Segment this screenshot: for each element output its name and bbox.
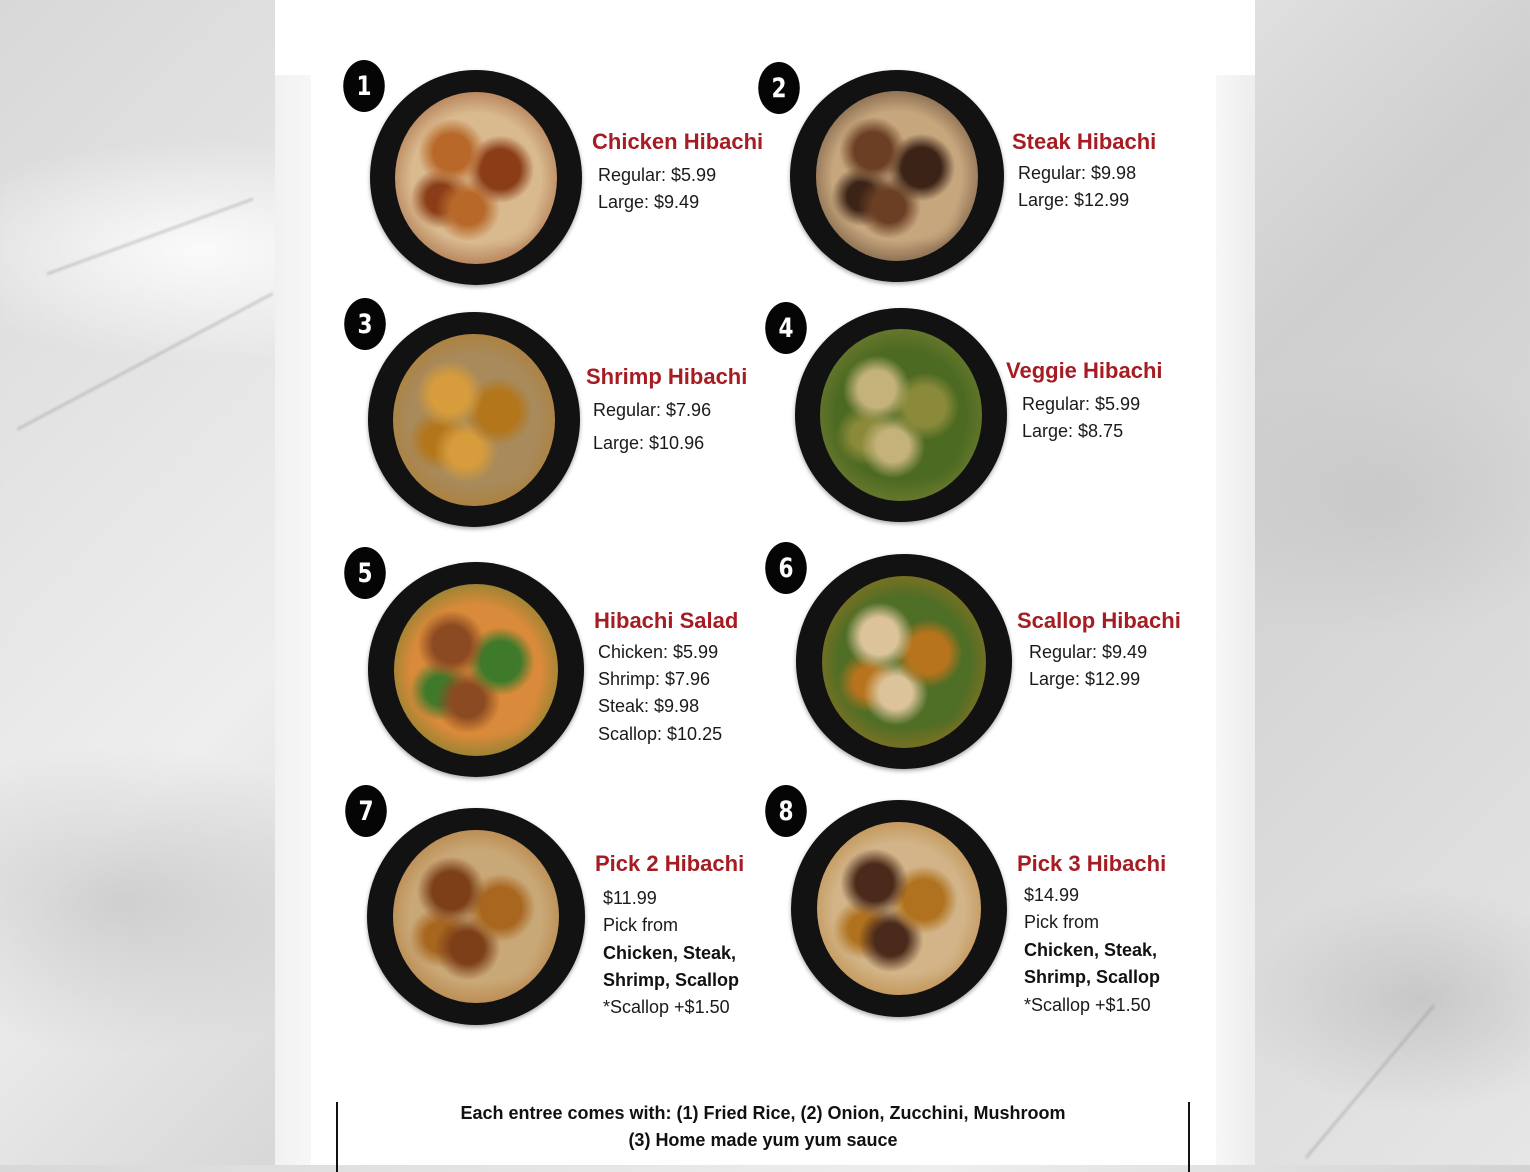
price-line: Large: $8.75 — [1022, 421, 1124, 441]
dish-photo — [370, 70, 582, 285]
price-line: Regular: $5.99 — [1022, 394, 1141, 414]
page-margin-left — [275, 75, 311, 1165]
dish-food — [393, 334, 554, 506]
dish-food — [822, 576, 986, 748]
item-number-badge: 8 — [765, 785, 807, 837]
item-title: Shrimp Hibachi — [586, 364, 748, 389]
pick-from-label: Pick from — [1024, 912, 1100, 932]
dish-photo — [796, 554, 1012, 769]
price-line: $11.99 — [603, 888, 657, 908]
entree-includes-line-2: (3) Home made yum yum sauce — [628, 1130, 898, 1150]
dish-photo — [367, 808, 585, 1025]
price-line: Regular: $9.98 — [1018, 163, 1137, 183]
dish-photo — [791, 800, 1007, 1017]
marble-vein — [46, 197, 254, 275]
item-number-badge: 3 — [344, 298, 386, 350]
price-line: Large: $12.99 — [1029, 669, 1141, 689]
scallop-note: *Scallop +$1.50 — [1024, 995, 1151, 1015]
pick-options: Chicken, Steak, — [1024, 940, 1158, 960]
price-line: Steak: $9.98 — [598, 696, 700, 716]
item-title: Scallop Hibachi — [1017, 608, 1181, 633]
price-line: Regular: $5.99 — [598, 165, 717, 185]
price-line: Large: $10.96 — [593, 433, 705, 453]
price-line: Chicken: $5.99 — [598, 642, 719, 662]
pick-from-label: Pick from — [603, 915, 679, 935]
dish-food — [816, 91, 979, 261]
price-line: Shrimp: $7.96 — [598, 669, 711, 689]
item-number-badge: 2 — [758, 62, 800, 114]
dish-photo — [368, 562, 584, 777]
dish-food — [820, 329, 981, 500]
price-line: Regular: $7.96 — [593, 400, 712, 420]
price-line: Large: $9.49 — [598, 192, 700, 212]
dish-food — [817, 822, 981, 996]
item-number-badge: 4 — [765, 302, 807, 354]
item-title: Pick 2 Hibachi — [595, 851, 745, 876]
item-number-badge: 6 — [765, 542, 807, 594]
item-number-badge: 1 — [343, 60, 385, 112]
page-margin-right — [1216, 75, 1255, 1165]
item-title: Veggie Hibachi — [1006, 358, 1163, 383]
price-line: Large: $12.99 — [1018, 190, 1130, 210]
entree-includes-line-1: Each entree comes with: (1) Fried Rice, (2) Onion, Zucchini, Mushroom — [460, 1103, 1066, 1123]
pick-options: Chicken, Steak, — [603, 943, 737, 963]
marble-vein — [1305, 1004, 1436, 1159]
item-title: Pick 3 Hibachi — [1017, 851, 1167, 876]
scallop-note: *Scallop +$1.50 — [603, 997, 730, 1017]
pick-options: Shrimp, Scallop — [603, 970, 740, 990]
dish-food — [394, 584, 558, 756]
dish-food — [395, 92, 556, 264]
item-number-badge: 5 — [344, 547, 386, 599]
marble-vein — [16, 292, 273, 431]
price-line: Regular: $9.49 — [1029, 642, 1148, 662]
price-line: Scallop: $10.25 — [598, 724, 723, 744]
top-banner-area — [275, 0, 1255, 75]
dish-photo — [368, 312, 580, 527]
item-number-badge: 7 — [345, 785, 387, 837]
item-title: Chicken Hibachi — [592, 129, 764, 154]
price-line: $14.99 — [1024, 885, 1080, 905]
dish-photo — [790, 70, 1004, 282]
item-title: Hibachi Salad — [594, 608, 739, 633]
dish-photo — [795, 308, 1007, 522]
entree-includes-box — [336, 1102, 1190, 1172]
pick-options: Shrimp, Scallop — [1024, 967, 1161, 987]
item-title: Steak Hibachi — [1012, 129, 1157, 154]
dish-food — [393, 830, 559, 1004]
